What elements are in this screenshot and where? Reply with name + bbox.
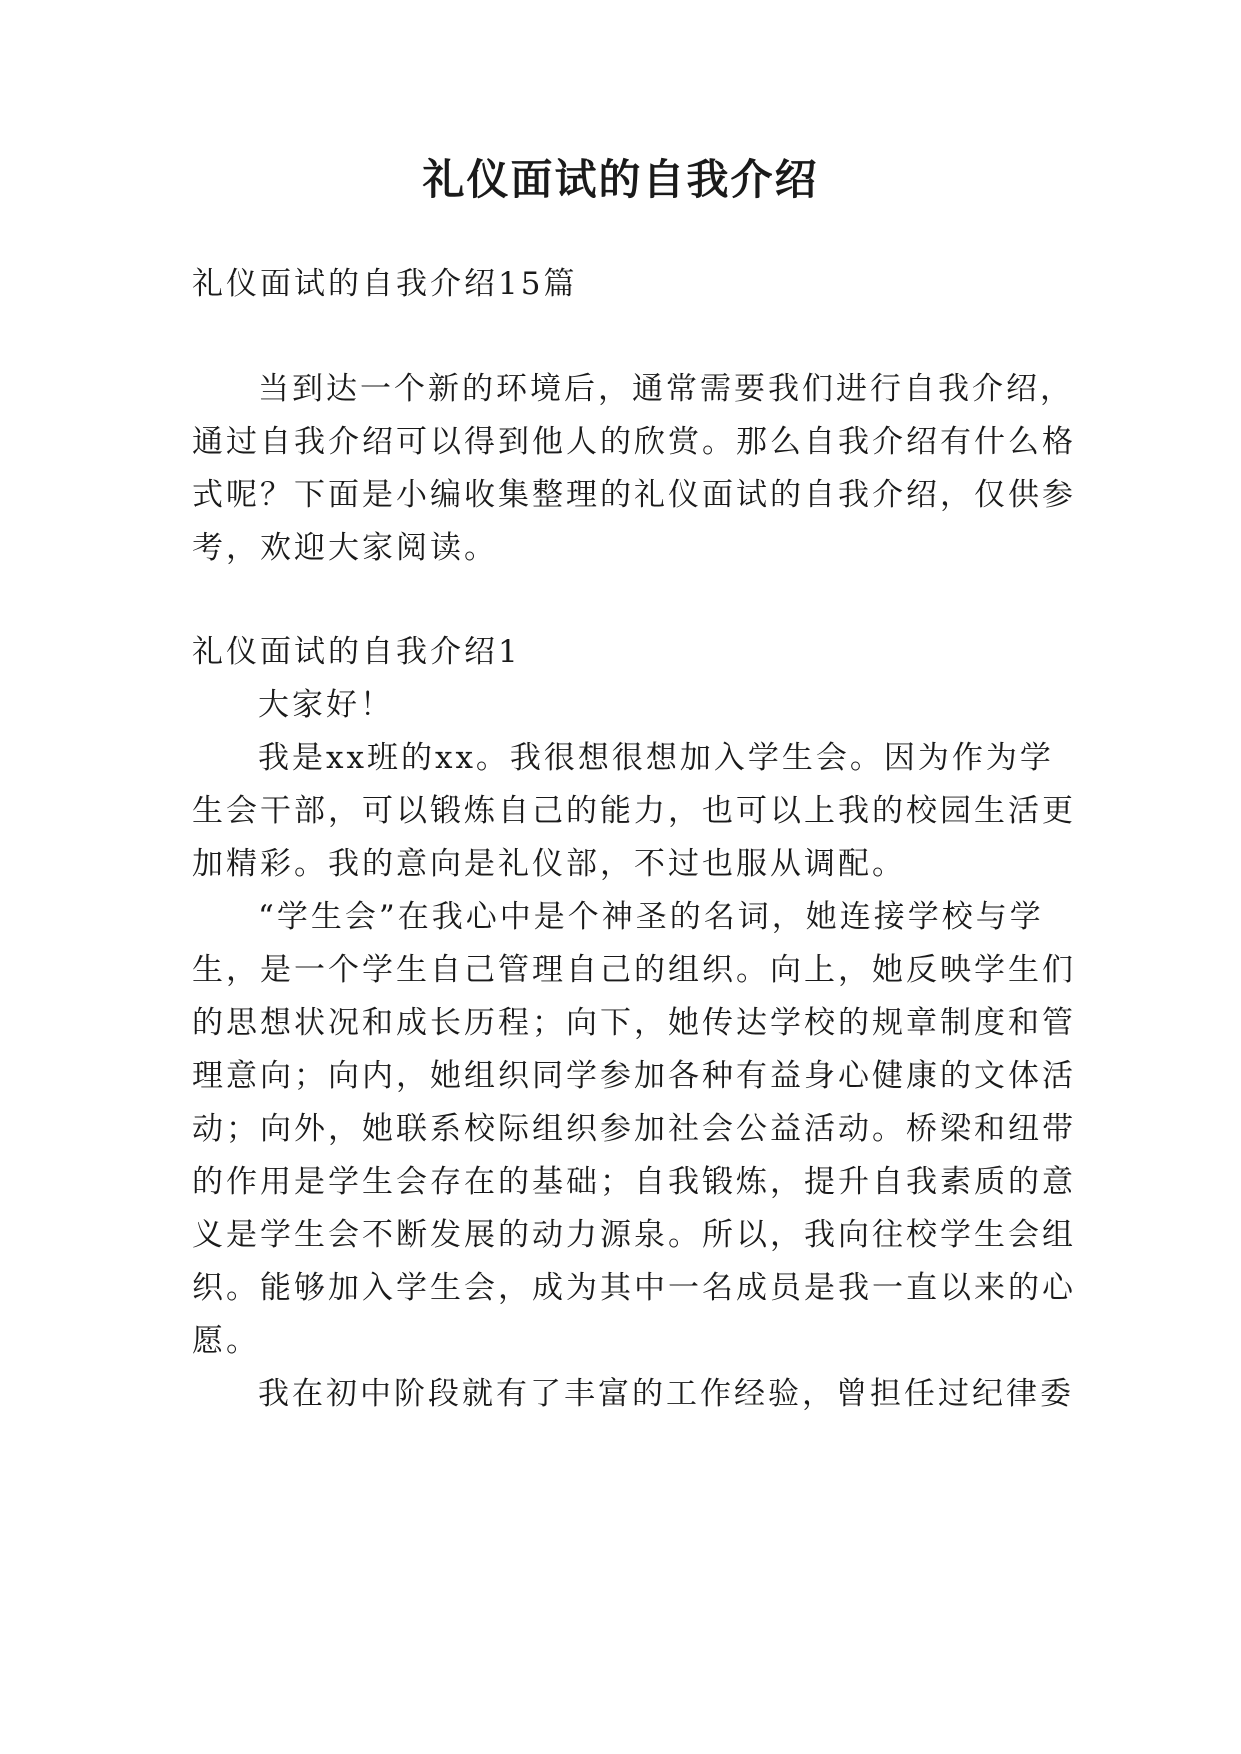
intro-line-2: 通过自我介绍可以得到他人的欣赏。那么自我介绍有什么格 [192,424,1076,460]
para3-line-1: 我在初中阶段就有了丰富的工作经验，曾担任过纪律委 [258,1376,1074,1412]
para2-line-2: 生，是一个学生自己管理自己的组织。向上，她反映学生们 [192,952,1076,988]
para2-line-5: 动；向外，她联系校际组织参加社会公益活动。桥梁和纽带 [192,1111,1076,1147]
para2-line-3: 的思想状况和成长历程；向下，她传达学校的规章制度和管 [192,1005,1076,1041]
intro-line-4: 考，欢迎大家阅读。 [192,530,498,566]
para1-line-1: 我是xx班的xx。我很想很想加入学生会。因为作为学 [258,740,1054,776]
para1-line-2: 生会干部，可以锻炼自己的能力，也可以上我的校园生活更 [192,793,1076,829]
intro-line-3: 式呢？下面是小编收集整理的礼仪面试的自我介绍，仅供参 [192,477,1076,513]
para2-line-7: 义是学生会不断发展的动力源泉。所以，我向往校学生会组 [192,1217,1076,1253]
para2-line-9: 愿。 [192,1323,260,1359]
para1-line-3: 加精彩。我的意向是礼仪部，不过也服从调配。 [192,846,906,882]
intro-line-1: 当到达一个新的环境后，通常需要我们进行自我介绍， [258,371,1074,407]
para2-line-1: “学生会”在我心中是个神圣的名词，她连接学校与学 [258,899,1044,935]
para2-line-6: 的作用是学生会存在的基础；自我锻炼，提升自我素质的意 [192,1164,1076,1200]
greeting-line: 大家好！ [258,687,394,723]
document-title: 礼仪面试的自我介绍 [422,155,819,204]
para2-line-8: 织。能够加入学生会，成为其中一名成员是我一直以来的心 [192,1270,1076,1306]
para2-line-4: 理意向；向内，她组织同学参加各种有益身心健康的文体活 [192,1058,1076,1094]
section-heading: 礼仪面试的自我介绍1 [192,634,521,670]
document-subtitle: 礼仪面试的自我介绍15篇 [192,266,578,302]
